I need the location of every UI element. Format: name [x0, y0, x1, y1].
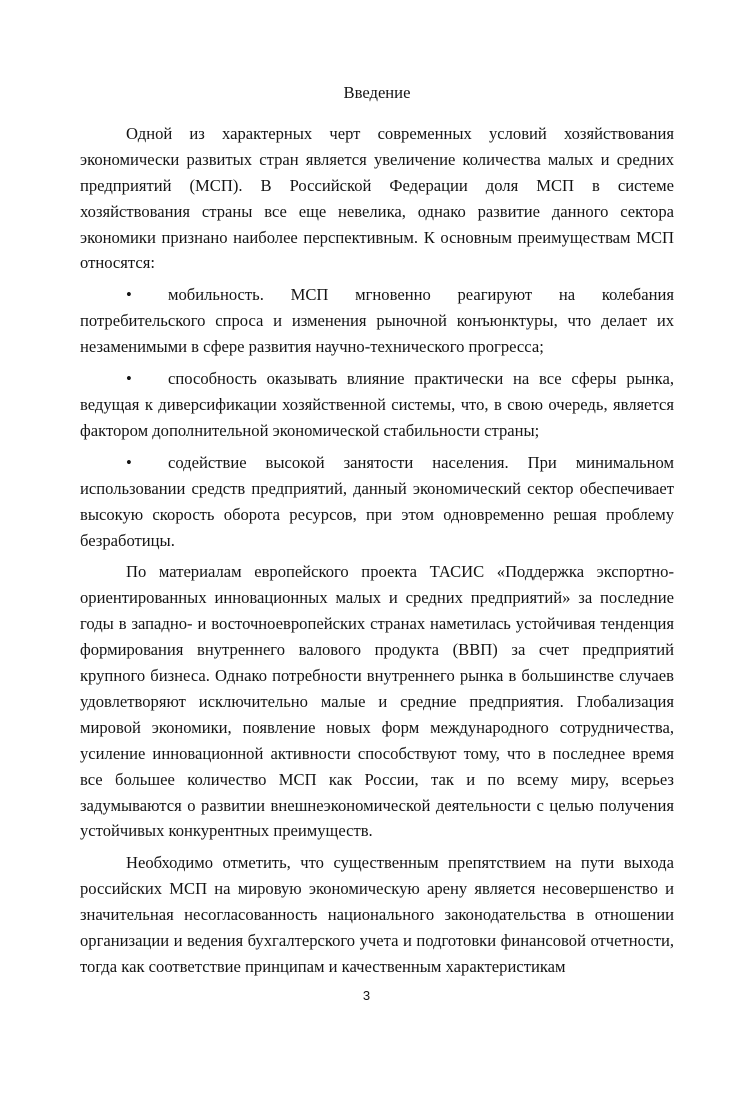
list-item — [80, 282, 674, 360]
list-item — [80, 450, 674, 554]
advantages-list — [80, 282, 674, 553]
list-item — [80, 366, 674, 444]
intro-paragraph: Одной из характерных черт современных условий хозяйствования экономически развитых стран является увеличение количества малых и средних предприятий (МСП). В Российской Федерации доля МСП в системе хозяйствования страны все еще невелика, однако развитие данного сектора экономики признано наиболее перспективным. К основным преимуществам МСП относятся: — [80, 123, 674, 273]
obstacles-paragraph: Необходимо отметить, что существенным препятствием на пути выхода российских МСП на мировую экономическую арену является несовершенство и значительная несогласованность национального законодательства в отношении организации и ведения бухгалтерского учета и подготовки финансовой отчетности, тогда как соответствие принципам и качественным характеристикам — [80, 853, 674, 976]
bullet-icon: • — [126, 452, 132, 472]
tacis-paragraph: По материалам европейского проекта ТАСИС «Поддержка экспортно-ориентированных инновационных малых и средних предприятий» за последние годы в западно- и восточноевропейских странах наметилась устойчивая тенденция формирования внутреннего валового продукта (ВВП) за счет предприятий крупного бизнеса. Однако потребности внутреннего рынка в большинстве случаев удовлетворяют исключительно малые и средние предприятия. Глобализация мировой экономики, появление новых форм международного сотрудничества, усиление инновационной активности способствуют тому, что в последнее время все большее количество МСП как России, так и по всему миру, всерьез задумываются о развитии внешнеэкономической деятельности с целью получения устойчивых конкурентных преимуществ. — [80, 562, 674, 841]
list-item-text: способность оказывать влияние практически на все сферы рынка, ведущая к диверсификации хозяйственной системы, что, в свою очередь, является фактором дополнительной экономической стабильности страны; — [80, 369, 674, 440]
list-item-text: мобильность. МСП мгновенно реагируют на колебания потребительского спроса и изменения рыночной конъюнктуры, что делает их незаменимыми в сфере развития научно-технического прогресса; — [80, 285, 674, 357]
section-title: Введение — [343, 83, 411, 102]
document-body — [80, 80, 674, 986]
bullet-icon: • — [126, 369, 132, 389]
page-number: 3 — [362, 988, 371, 1003]
list-item-text: содействие высокой занятости населения. При минимальном использовании средств предприятий, данный экономический сектор обеспечивает высокую скорость оборота ресурсов, при этом одновременно решая проблему безработицы. — [80, 452, 674, 550]
bullet-icon: • — [126, 285, 132, 305]
